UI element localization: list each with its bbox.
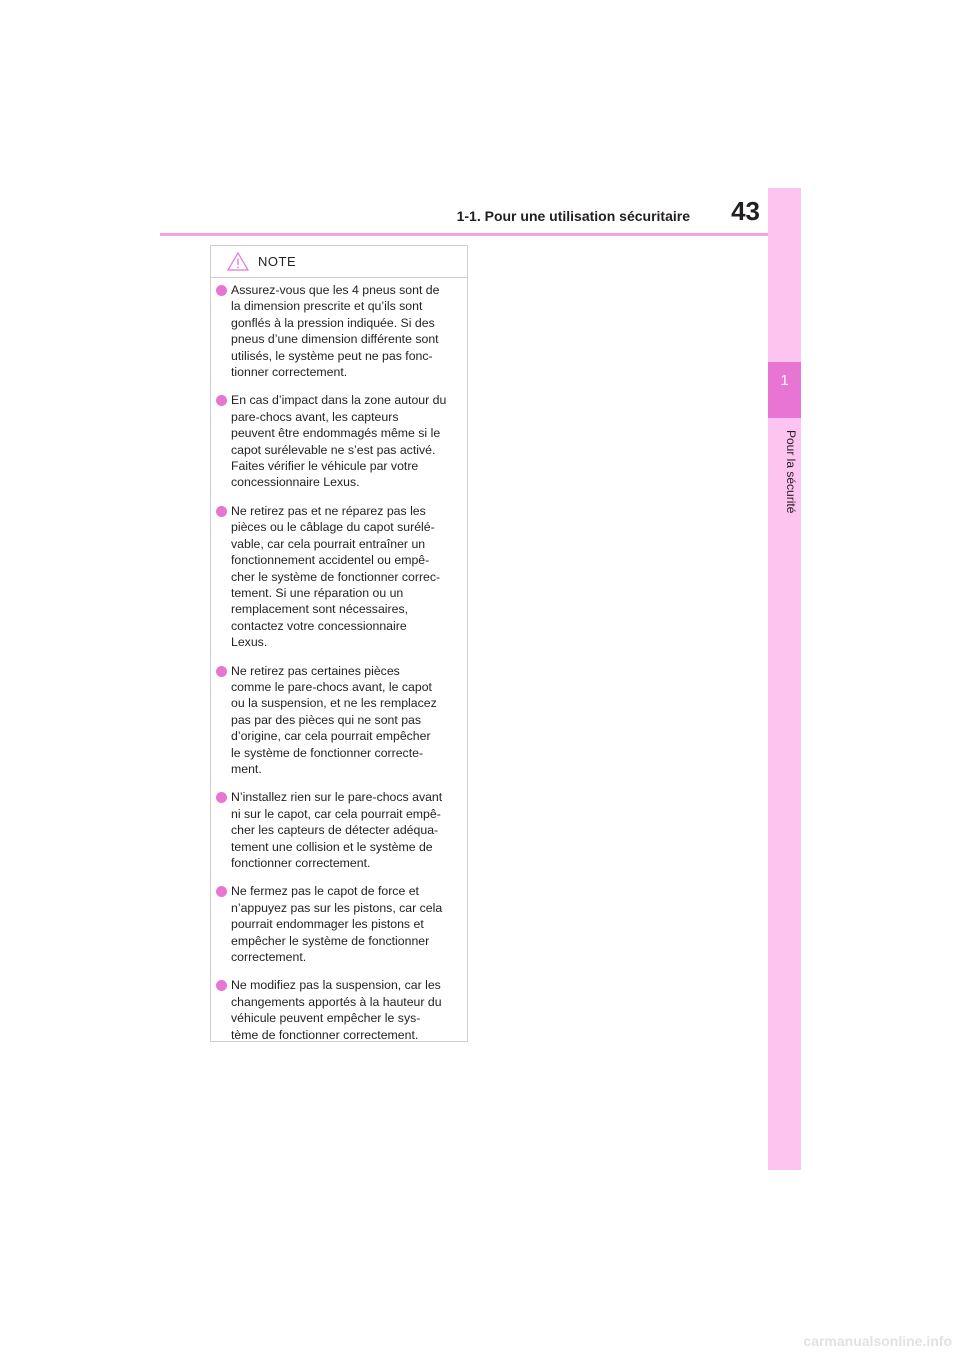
note-line: ment. — [231, 761, 262, 776]
note-line: vable, car cela pourrait entraîner un — [231, 536, 426, 551]
warning-triangle-icon — [227, 252, 249, 271]
note-title: NOTE — [258, 254, 297, 269]
note-item — [213, 977, 461, 1043]
note-line: pièces ou le câblage du capot surélé- — [231, 520, 435, 535]
note-line: peuvent être endommagés même si le — [231, 426, 441, 441]
note-line: cher le système de fonctionner correc- — [231, 569, 441, 584]
bullet-icon — [216, 792, 227, 803]
note-line: pas par des pièces qui ne sont pas — [231, 712, 422, 727]
bullet-icon — [216, 285, 227, 296]
note-item — [213, 789, 461, 871]
side-thumb-tab — [768, 188, 801, 1170]
note-line: Assurez-vous que les 4 pneus sont de — [231, 283, 440, 297]
note-item — [213, 503, 461, 651]
footer-watermark: carmanualsonline.info — [803, 1333, 952, 1349]
bullet-icon — [216, 886, 227, 897]
note-line: utilisés, le système peut ne pas fonc- — [231, 348, 433, 363]
note-line: Ne retirez pas et ne réparez pas les — [231, 503, 426, 518]
note-item — [213, 392, 461, 490]
note-line: N’installez rien sur le pare-chocs avant — [231, 790, 443, 805]
note-line: ou la suspension, et ne les remplacez — [231, 696, 437, 711]
note-line: n’appuyez pas sur les pistons, car cela — [231, 900, 443, 915]
note-line: correctement. — [231, 950, 307, 965]
note-line: En cas d’impact dans la zone autour du — [231, 393, 447, 408]
note-line: pourrait endommager les pistons et — [231, 917, 424, 932]
note-line: ni sur le capot, car cela pourrait empê- — [231, 806, 441, 821]
note-line: véhicule peuvent empêcher le sys- — [231, 1011, 421, 1026]
note-item — [213, 883, 461, 965]
page-number: 43 — [731, 196, 760, 226]
note-line: concessionnaire Lexus. — [231, 475, 360, 490]
note-line: pare-chocs avant, les capteurs — [231, 409, 399, 424]
note-line: d’origine, car cela pourrait empêcher — [231, 729, 431, 744]
note-box — [210, 245, 468, 1042]
note-line: la dimension prescrite et qu’ils sont — [231, 299, 423, 314]
note-header — [211, 246, 467, 278]
bullet-icon — [216, 506, 227, 517]
note-line: fonctionnement accidentel ou empê- — [231, 553, 430, 568]
note-line: contactez votre concessionnaire — [231, 618, 407, 633]
note-line: tement. Si une réparation ou un — [231, 585, 404, 600]
chapter-number: 1 — [780, 372, 789, 389]
note-item — [213, 663, 461, 778]
note-line: cher les capteurs de détecter adéqua- — [231, 823, 439, 838]
note-line: changements apportés à la hauteur du — [231, 994, 442, 1009]
bullet-icon — [216, 395, 227, 406]
note-line: pneus d’une dimension différente sont — [231, 332, 439, 347]
section-title: 1-1. Pour une utilisation sécuritaire — [456, 208, 690, 224]
chapter-name: Pour la sécurité — [784, 430, 798, 514]
note-line: comme le pare-chocs avant, le capot — [231, 679, 432, 694]
note-line: Ne modifiez pas la suspension, car les — [231, 978, 441, 993]
note-line: empêcher le système de fonctionner — [231, 933, 430, 948]
note-line: Ne retirez pas certaines pièces — [231, 663, 400, 678]
note-item — [213, 282, 461, 380]
note-line: gonflés à la pression indiquée. Si des — [231, 315, 435, 330]
note-line: Lexus. — [231, 635, 268, 650]
header-divider — [160, 233, 770, 236]
note-line: capot surélevable ne s’est pas activé. — [231, 442, 436, 457]
bullet-icon — [216, 980, 227, 991]
note-list — [211, 278, 467, 1043]
note-line: tement une collision et le système de — [231, 839, 433, 854]
note-line: le système de fonctionner correcte- — [231, 745, 424, 760]
note-line: remplacement sont nécessaires, — [231, 602, 409, 617]
note-line: Faites vérifier le véhicule par votre — [231, 459, 419, 474]
note-line: tème de fonctionner correctement. — [231, 1027, 419, 1042]
note-line: tionner correctement. — [231, 365, 348, 380]
bullet-icon — [216, 666, 227, 677]
chapter-marker — [768, 362, 801, 418]
note-line: fonctionner correctement. — [231, 856, 371, 870]
note-line: Ne fermez pas le capot de force et — [231, 884, 419, 899]
